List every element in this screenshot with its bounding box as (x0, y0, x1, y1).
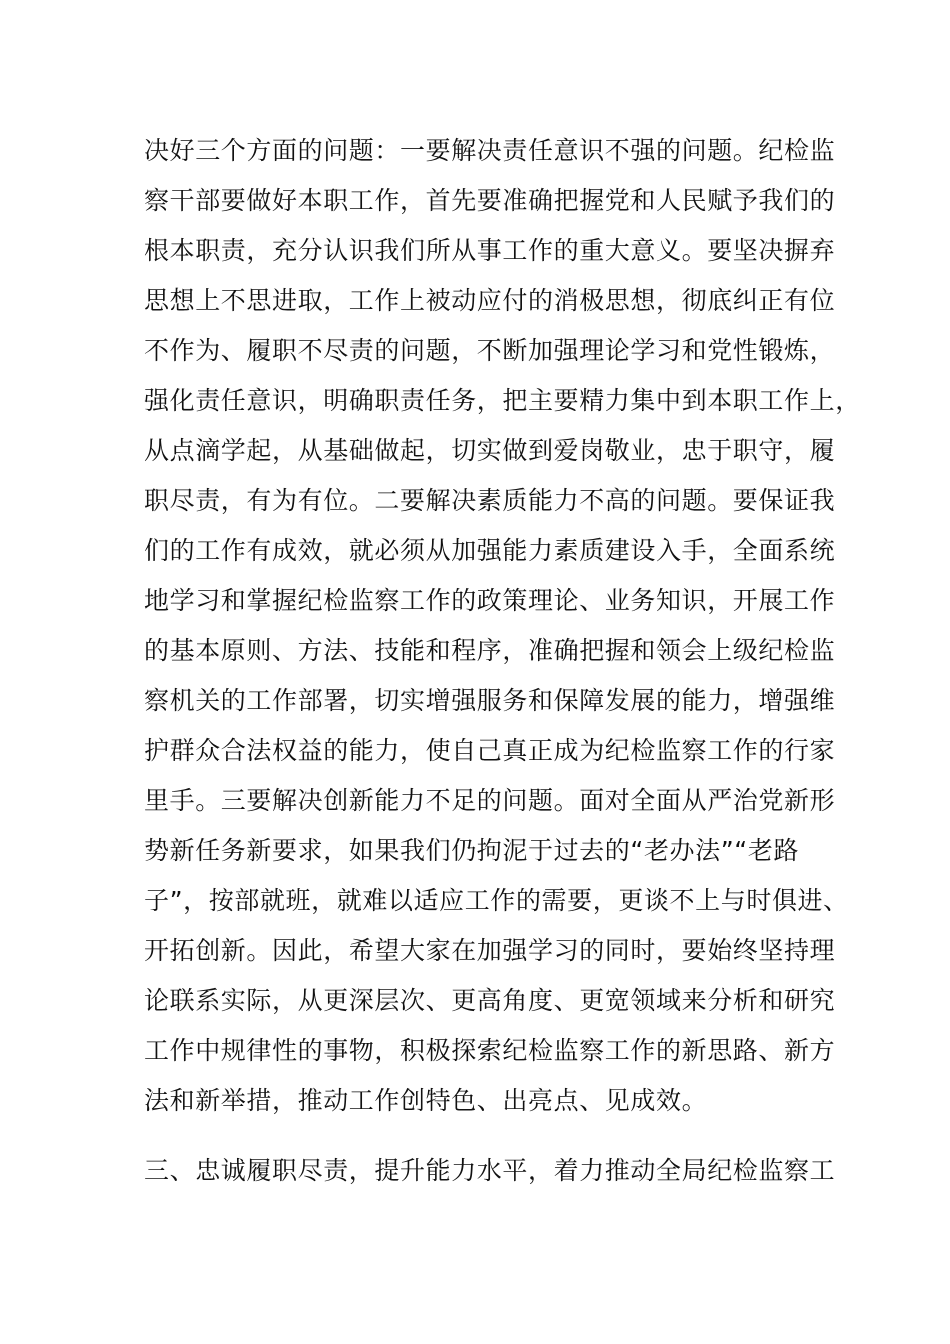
text-line: 思想上不思进取，工作上被动应付的消极思想，彻底纠正有位 (144, 286, 836, 315)
body-paragraph (144, 126, 861, 1126)
text-line: 察机关的工作部署，切实增强服务和保障发展的能力，增强维 (144, 686, 836, 715)
text-line: 子”，按部就班，就难以适应工作的需要，更谈不上与时俱进、 (144, 886, 849, 915)
text-line: 法和新举措，推动工作创特色、出亮点、见成效。 (144, 1086, 708, 1115)
text-line: 根本职责，充分认识我们所从事工作的重大意义。要坚决摒弃 (144, 236, 836, 265)
text-line: 里手。三要解决创新能力不足的问题。面对全面从严治党新形 (144, 786, 836, 815)
text-line: 强化责任意识，明确职责任务，把主要精力集中到本职工作上， (144, 386, 861, 415)
text-line: 论联系实际，从更深层次、更高角度、更宽领域来分析和研究 (144, 986, 836, 1015)
text-line: 三、忠诚履职尽责，提升能力水平，着力推动全局纪检监察工 (144, 1156, 836, 1185)
text-line: 从点滴学起，从基础做起，切实做到爱岗敬业，忠于职守，履 (144, 436, 836, 465)
text-line: 职尽责，有为有位。二要解决素质能力不高的问题。要保证我 (144, 486, 836, 515)
text-line: 的基本原则、方法、技能和程序，准确把握和领会上级纪检监 (144, 636, 836, 665)
text-line: 决好三个方面的问题：一要解决责任意识不强的问题。纪检监 (144, 136, 836, 165)
text-line: 开拓创新。因此，希望大家在加强学习的同时，要始终坚持理 (144, 936, 836, 965)
text-line: 工作中规律性的事物，积极探索纪检监察工作的新思路、新方 (144, 1036, 836, 1065)
text-line: 们的工作有成效，就必须从加强能力素质建设入手，全面系统 (144, 536, 836, 565)
text-line: 察干部要做好本职工作，首先要准确把握党和人民赋予我们的 (144, 186, 836, 215)
text-line: 护群众合法权益的能力，使自己真正成为纪检监察工作的行家 (144, 736, 836, 765)
text-line: 地学习和掌握纪检监察工作的政策理论、业务知识，开展工作 (144, 586, 836, 615)
section-heading-paragraph (144, 1146, 836, 1196)
text-line: 势新任务新要求，如果我们仍拘泥于过去的“老办法”“老路 (144, 836, 800, 865)
text-line: 不作为、履职不尽责的问题，不断加强理论学习和党性锻炼， (144, 336, 836, 365)
